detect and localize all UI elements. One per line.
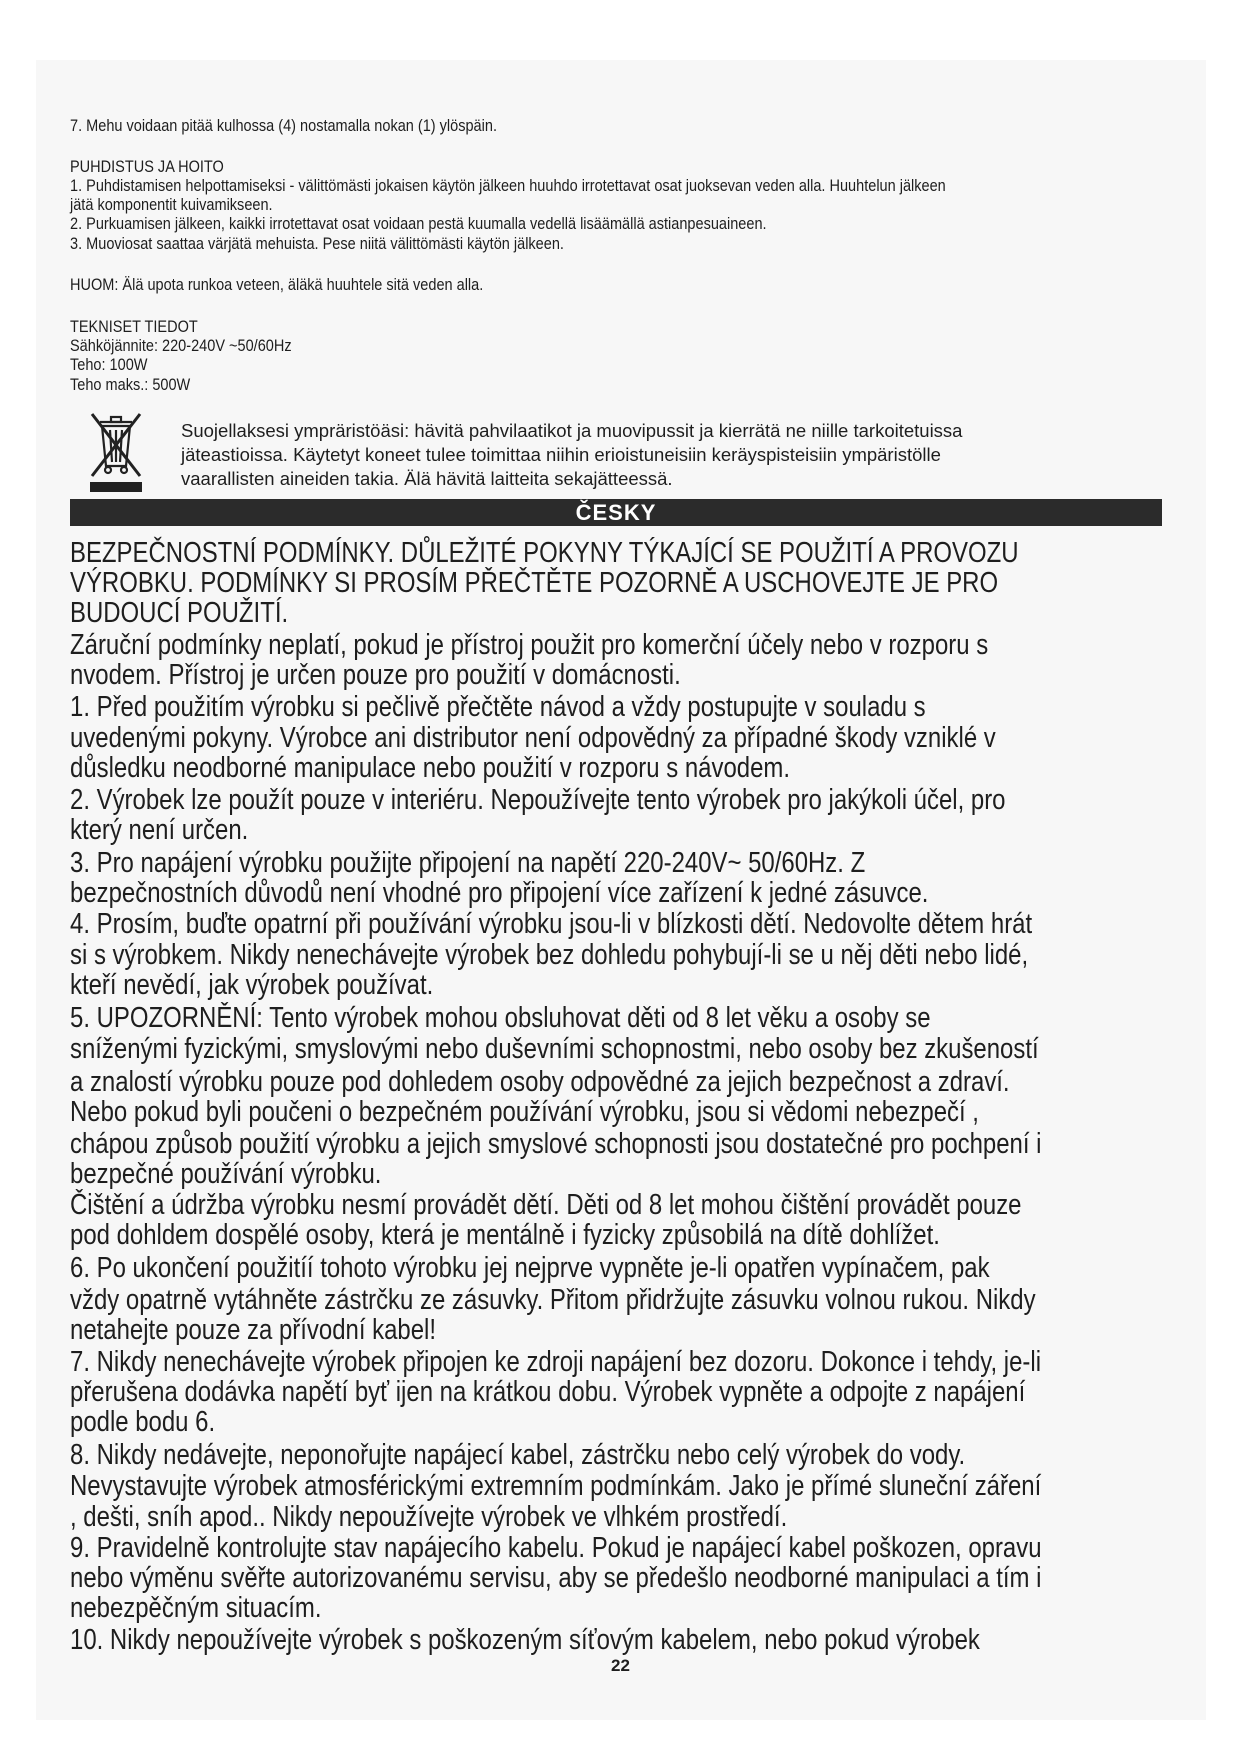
czech-line-36: 10. Nikdy nepoužívejte výrobek s poškozeným síťovým kabelem, nebo pokud výrobek [70,1624,980,1656]
czech-line-29: podle bodu 6. [70,1406,216,1438]
section-header-bar: ČESKY [70,499,1162,526]
czech-line-17: sníženými fyzickými, smyslovými nebo duševními schopnostmi, nebo osoby bez zkušeností [70,1033,1039,1065]
czech-line-2: VÝROBKU. PODMÍNKY SI PROSÍM PŘEČTĚTE POZORNĚ A USCHOVEJTE JE PRO [70,567,999,599]
czech-line-20: chápou způsob použití výrobku a jejich smyslové schopnosti jsou dostatečné pro pochpení i [70,1128,1042,1160]
cleaning-note: HUOM: Älä upota runkoa veteen, äläkä huuhtele sitä veden alla. [70,276,484,294]
czech-line-6: 1. Před použitím výrobku si pečlivě přečtěte návod a vždy postupujte v souladu s [70,691,926,723]
czech-line-15: kteří nevědí, jak výrobek používat. [70,969,434,1001]
czech-line-24: 6. Po ukončení použitíí tohoto výrobku jej nejprve vypněte je-li opatřen vypínačem, pak [70,1252,990,1284]
specs-max-power: Teho maks.: 500W [70,376,191,394]
czech-line-18: a znalostí výrobku pouze pod dohledem osoby odpovědné za jejich bezpečnost a zdraví. [70,1066,1010,1098]
czech-line-33: 9. Pravidelně kontrolujte stav napájecího kabelu. Pokud je napájecí kabel poškozen, opravu [70,1532,1042,1564]
czech-line-27: 7. Nikdy nenechávejte výrobek připojen ke zdroji napájení bez dozoru. Dokonce i tehdy, je-li [70,1346,1042,1378]
czech-line-22: Čištění a údržba výrobku nesmí provádět dětí. Děti od 8 let mohou čištění provádět pouze [70,1189,1022,1221]
cleaning-line-2: jätä komponentit kuivamikseen. [70,196,273,214]
cleaning-line-4: 3. Muoviosat saattaa värjätä mehuista. Pese niitä välittömästi käytön jälkeen. [70,235,564,253]
czech-line-1: BEZPEČNOSTNÍ PODMÍNKY. DŮLEŽITÉ POKYNY TÝKAJÍCÍ SE POUŽITÍ A PROVOZU [70,537,1019,569]
czech-line-12: bezpečnostních důvodů není vhodné pro připojení více zařízení k jedné zásuvce. [70,877,929,909]
specs-voltage: Sähköjännite: 220-240V ~50/60Hz [70,337,292,355]
czech-line-30: 8. Nikdy nedávejte, neponořujte napájecí kabel, zástrčku nebo celý výrobek do vody. [70,1439,966,1471]
environment-line-2: jäteastioissa. Käytetyt koneet tulee toimittaa niihin erioistuneisiin keräyspisteisiin ympäristölle [181,444,941,465]
page-number: 22 [611,1656,630,1675]
intro-line: 7. Mehu voidaan pitää kulhossa (4) nostamalla nokan (1) ylöspäin. [70,117,497,135]
czech-line-35: nebezpěčným situacím. [70,1592,322,1624]
cleaning-line-1: 1. Puhdistamisen helpottamiseksi - välittömästi jokaisen käytön jälkeen huuhdo irrotettavat osat juoksevan veden alla. Huuhtelun jälkeen [70,177,946,195]
specs-heading: TEKNISET TIEDOT [70,318,198,336]
czech-line-32: , dešti, sníh apod.. Nikdy nepoužívejte výrobek ve vlhkém prostředí. [70,1501,788,1533]
cleaning-line-3: 2. Purkuamisen jälkeen, kaikki irrotettavat osat voidaan pestä kuumalla vedellä lisäämällä astianpesuaineen. [70,215,767,233]
czech-line-16: 5. UPOZORNĚNÍ: Tento výrobek mohou obsluhovat děti od 8 let věku a osoby se [70,1002,931,1034]
czech-line-3: BUDOUCÍ POUŽITÍ. [70,597,289,629]
specs-power: Teho: 100W [70,356,148,374]
czech-line-21: bezpečné používání výrobku. [70,1158,382,1190]
czech-line-8: důsledku neodborné manipulace nebo použití v rozporu s návodem. [70,752,791,784]
czech-line-14: si s výrobkem. Nikdy nenechávejte výrobek bez dohledu pohybují-li se u něj děti nebo lidé, [70,939,1029,971]
czech-line-25: vždy opatrně vytáhněte zástrčku ze zásuvky. Přitom přidržujte zásuvku volnou rukou. Nikdy [70,1284,1036,1316]
czech-line-28: přerušena dodávka napětí byť ijen na krátkou dobu. Výrobek vypněte a odpojte z napájení [70,1376,1026,1408]
czech-line-23: pod dohldem dospělé osoby, která je mentálně i fyzicky způsobilá na dítě dohlížet. [70,1219,940,1251]
cleaning-heading: PUHDISTUS JA HOITO [70,158,224,176]
environment-line-1: Suojellaksesi ympräristöäsi: hävitä pahvilaatikot ja muovipussit ja kierrätä ne niille tarkoitetuissa [181,420,963,441]
czech-line-34: nebo výměnu svěřte autorizovanému servisu, aby se předešlo neodborné manipulaci a tím i [70,1562,1042,1594]
czech-line-4: Záruční podmínky neplatí, pokud je přístroj použit pro komerční účely nebo v rozporu s [70,629,989,661]
czech-line-26: netahejte pouze za přívodní kabel! [70,1314,437,1346]
czech-line-5: nvodem. Přístroj je určen pouze pro použití v domácnosti. [70,659,681,691]
czech-line-19: Nebo pokud byli poučeni o bezpečném používání výrobku, jsou si vědomi nebezpečí , [70,1096,979,1128]
czech-line-11: 3. Pro napájení výrobku použijte připojení na napětí 220-240V~ 50/60Hz. Z [70,847,866,879]
czech-line-13: 4. Prosím, buďte opatrní při používání výrobku jsou-li v blízkosti dětí. Nedovolte dětem hrát [70,908,1033,940]
czech-line-10: který není určen. [70,814,249,846]
czech-line-7: uvedenými pokyny. Výrobce ani distributor není odpovědný za případné škody vzniklé v [70,722,996,754]
czech-line-31: Nevystavujte výrobek atmosférickými extremním podmínkám. Jako je přímé sluneční záření [70,1470,1042,1502]
weee-crossed-bin-icon [86,408,146,494]
czech-line-9: 2. Výrobek lze použít pouze v interiéru. Nepoužívejte tento výrobek pro jakýkoli účel, pro [70,784,1006,816]
environment-line-3: vaarallisten aineiden takia. Älä hävitä laitteita sekajätteessä. [181,468,673,489]
